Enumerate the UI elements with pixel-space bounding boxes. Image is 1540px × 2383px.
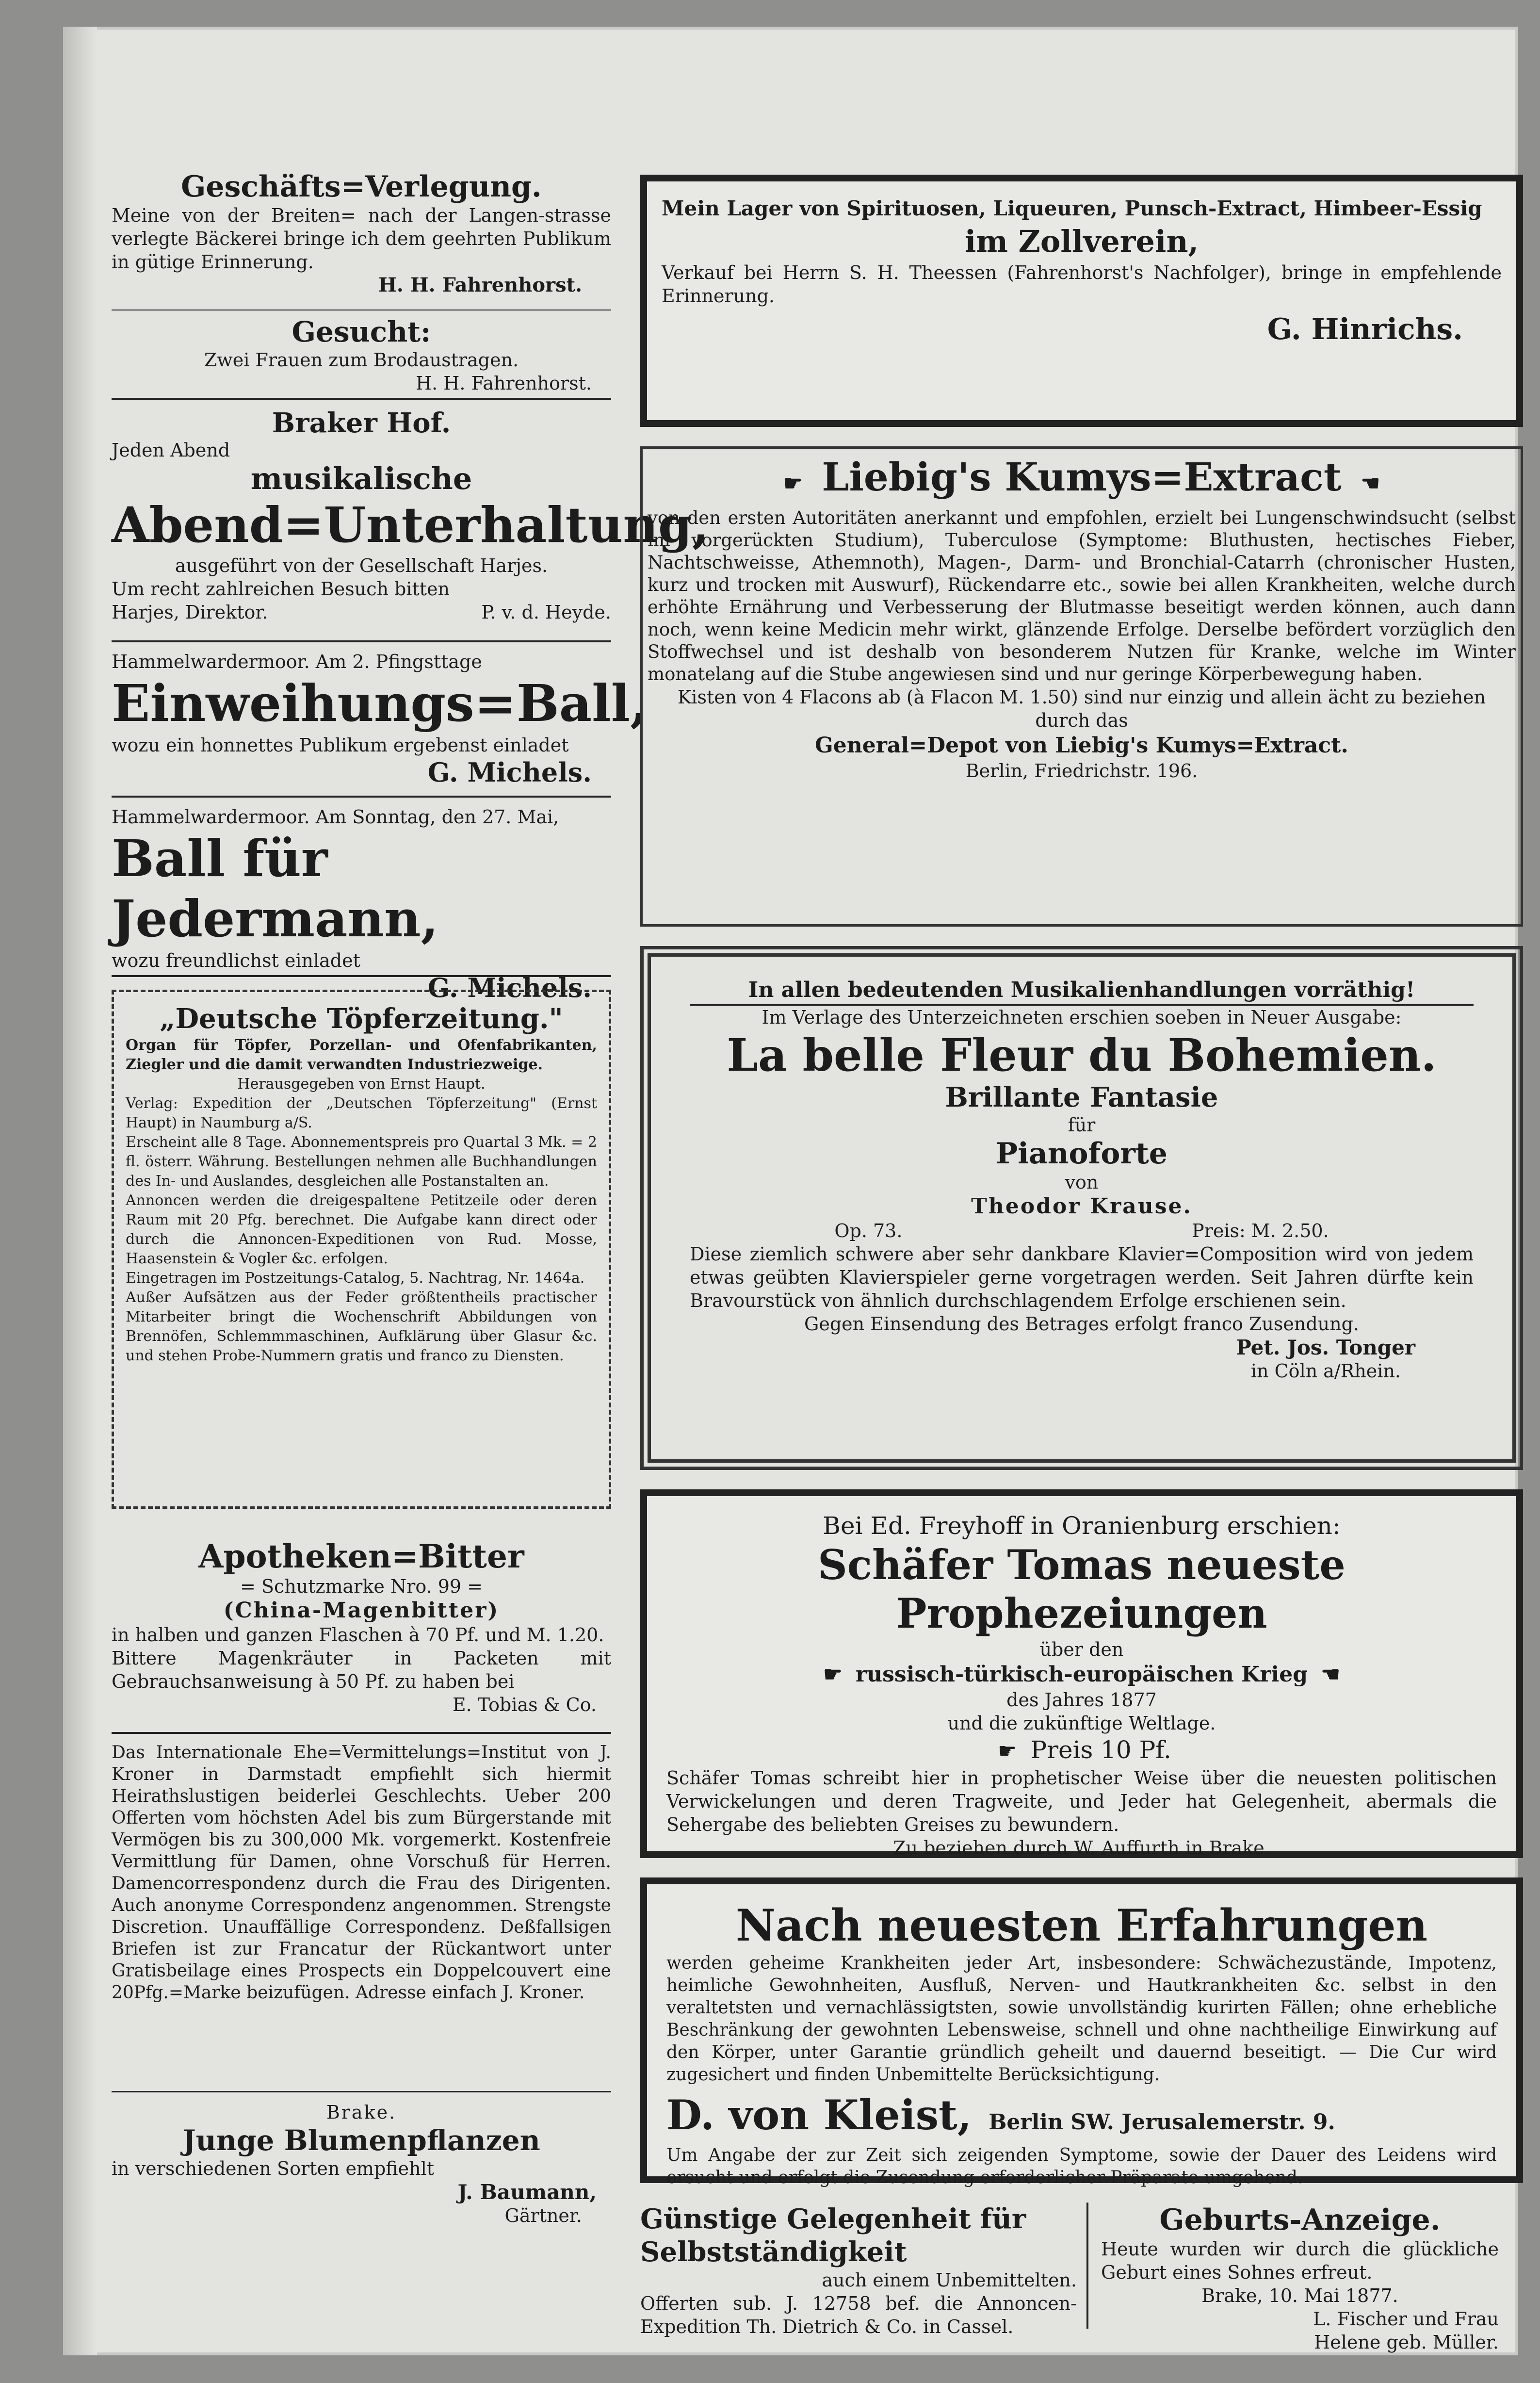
ad-body: in halben und ganzen Flaschen à 70 Pf. und M. 1.20. <box>112 1624 604 1646</box>
divider <box>112 1732 611 1734</box>
ad-signature-right: P. v. d. Heyde. <box>481 602 611 623</box>
ad-blumenpflanzen <box>112 2101 611 2227</box>
ad-line: Hammelwardermoor. Am Sonntag, den 27. Mai, <box>112 806 559 828</box>
ad-signature: L. Fischer und Frau <box>1313 2308 1499 2330</box>
ad-signature: G. Michels. <box>427 757 592 788</box>
ad-schaefer-tomas <box>640 1489 1523 1858</box>
ad-body: werden geheime Krankheiten jeder Art, insbesondere: Schwächezustände, Impotenz, heimliche Gewohnheiten, Ausfluß, Nerven- und Hautkrankheiten &c. selbst in den veraltetsten und vernachlässigtsten, sowie unvollständig kurirten Fällen; ohne erhebliche Beschränkung der gewohnten Lebensweise, schnell und ohne nachtheilige Einwirkung auf den Körper, unter Garantie gründlich geheilt und dauernd beseitigt. — Die Cur wird zugesichert und finden Unbemittelte Berücksichtigung. <box>666 1953 1497 2085</box>
ad-title: „Deutsche Töpferzeitung." <box>160 1003 563 1035</box>
divider <box>112 975 611 977</box>
ad-instrument: Pianoforte <box>996 1137 1167 1171</box>
ad-line: (China-Magenbitter) <box>223 1598 500 1623</box>
ad-body: Schäfer Tomas schreibt hier in prophetischer Weise über die neuesten politischen Verwickelungen und deren Tragweite, und Jeder hat Gelegenheit, abermals die Sehergabe des beliebten Greises zu bewundern. <box>666 1767 1497 1835</box>
ad-signature: Pet. Jos. Tonger <box>1236 1336 1415 1359</box>
ad-line: wozu freundlichst einladet <box>112 950 360 971</box>
ad-line: ausgeführt von der Gesellschaft Harjes. <box>175 555 548 576</box>
ad-la-belle-fleur <box>640 946 1523 1470</box>
ad-selbststaendigkeit <box>640 2203 1077 2338</box>
ad-line: musikalische <box>250 461 472 496</box>
pointing-hand-left-icon: ☚ <box>1361 471 1380 496</box>
ad-line: wozu ein honnettes Publikum ergebenst einladet <box>112 734 569 756</box>
ad-headline: Abend=Unterhaltung, <box>112 496 709 554</box>
ad-signature: Helene geb. Müller. <box>1314 2332 1499 2353</box>
ad-date: Brake, 10. Mai 1877. <box>1201 2285 1398 2306</box>
page-spine <box>63 27 97 2355</box>
ad-composer: Theodor Krause. <box>971 1194 1192 1219</box>
ad-ball-fuer-jedermann <box>112 805 611 1003</box>
ad-body: Meine von der Breiten= nach der Langen-strasse verlegte Bäckerei bringe ich dem geehrten Publikum in gütige Erinnerung. <box>112 205 611 273</box>
ad-signature: Zu beziehen durch W. Auffurth in Brake. <box>893 1837 1270 1859</box>
ad-prices: Kisten von 4 Flacons ab (à Flacon M. 1.50) sind nur einzig und allein ächt zu beziehen durch das <box>677 686 1486 731</box>
ad-role: Gärtner. <box>504 2205 582 2226</box>
ad-title: Schäfer Tomas neueste Prophezeiungen <box>818 1541 1345 1637</box>
ad-topic: russisch-türkisch-europäischen Krieg <box>855 1662 1308 1687</box>
ad-body: von den ersten Autoritäten anerkannt und empfohlen, erzielt bei Lungenschwindsucht (selbst im vorgerückten Studium), Tuberculose (Symptome: Bluthusten, hectisches Fieber, Nachtschweisse, Athemnoth), Magen-, Darm- und Bronchial-Catarrh (chronischer Husten, kurz und trocken mit Auswurf), Rückendarre etc., sowie bei allen Krankheiten, welche durch erhöhte Ernährung und Verbesserung der Blutmasse beseitigt werden können, auch dann noch, wenn keine Medicin mehr wirkt, glänzende Erfolge. Derselbe befördert vorzüglich den Stoffwechsel und ist deshalb von besonderem Nutzen für Kranke, welche im Winter monatelang auf die Stube angewiesen sind und nur geringe Körperbewegung haben. <box>648 507 1516 685</box>
ad-braker-hof <box>112 407 709 624</box>
ad-line: Mein Lager von Spirituosen, Liqueuren, Punsch-Extract, Himbeer-Essig <box>662 196 1482 220</box>
ad-signature: J. Baumann, <box>457 2180 597 2204</box>
ad-spirituosen <box>640 175 1523 427</box>
ad-subtitle: Organ für Töpfer, Porzellan- und Ofenfabrikanten, Ziegler und die damit verwandten Industriezweige. <box>126 1037 597 1073</box>
ad-line: von <box>1065 1172 1099 1193</box>
ad-body: Diese ziemlich schwere aber sehr dankbare Klavier=Composition wird von jedem etwas geübten Klavierspieler gerne vorgetragen werden. Seit Jahren dürfte kein Bravourstück von ähnlich durchschlagendem Erfolge erschienen sein. <box>690 1243 1474 1311</box>
ad-body: Erscheint alle 8 Tage. Abonnementspreis pro Quartal 3 Mk. = 2 fl. österr. Währung. Bestellungen nehmen alle Buchhandlungen des In- und Auslandes, desgleichen alle Postanstalten an. <box>126 1134 597 1190</box>
ad-line: über den <box>1039 1639 1124 1660</box>
ad-price-row <box>666 1735 1497 1766</box>
ad-line: Jeden Abend <box>112 440 230 461</box>
ad-geschaeftsverlegung <box>112 170 611 296</box>
ad-body-small: auch einem Unbemittelten. <box>822 2269 1077 2291</box>
ad-title: Gesucht: <box>292 315 431 348</box>
ad-signature: H. H. Fahrenhorst. <box>415 373 592 394</box>
ad-subtitle: Brillante Fantasie <box>945 1081 1218 1113</box>
ad-body: Verkauf bei Herrn S. H. Theessen (Fahrenhorst's Nachfolger), bringe in empfehlende Erinnerung. <box>662 262 1502 307</box>
ad-line: Um recht zahlreichen Besuch bitten <box>112 578 450 600</box>
ad-line: Bei Ed. Freyhoff in Oranienburg erschien: <box>823 1512 1341 1540</box>
ad-line: Im Verlage des Unterzeichneten erschien soeben in Neuer Ausgabe: <box>762 1007 1402 1028</box>
ad-body: Heute wurden wir durch die glückliche Geburt eines Sohnes erfreut. <box>1101 2238 1499 2283</box>
ad-headline: Ball für Jedermann, <box>112 829 438 948</box>
ad-signature: E. Tobias & Co. <box>452 1694 597 1715</box>
ad-publisher: Verlag: Expedition der „Deutschen Töpferzeitung" (Ernst Haupt) in Naumburg a/S. <box>126 1095 597 1131</box>
ad-signature: G. Hinrichs. <box>1267 312 1463 346</box>
pointing-hand-left-icon: ☚ <box>1321 1662 1340 1687</box>
ad-line: Hammelwardermoor. Am 2. Pfingsttage <box>112 651 482 672</box>
ad-heiratsinstitut <box>112 1742 611 2004</box>
ad-address: Berlin, Friedrichstr. 196. <box>965 760 1198 782</box>
ad-price: Preis: M. 2.50. <box>1192 1220 1329 1241</box>
ad-editor: Herausgegeben von Ernst Haupt. <box>237 1076 486 1093</box>
ad-body: Das Internationale Ehe=Vermittelungs=Institut von J. Kroner in Darmstadt empfiehlt sich hiermit Heirathslustigen beiderlei Geschlechts. Ueber 200 Offerten vom höchsten Adel bis zum Bürgerstande mit Vermögen bis zu 300,000 Mk. vorgemerkt. Kostenfreie Vermittlung für Damen, ohne Vorschuß für Herren. Damencorrespondenz durch die Frau des Dirigenten. Auch anonyme Correspondenz angenommen. Strengste Discretion. Unauffällige Correspondenz. Deßfallsigen Briefen ist zur Francatur der Rückantwort unter Gratisbeilage eines Prospects ein Doppelcouvert eine 20Pfg.=Marke beizufügen. Adresse einfach J. Kroner. <box>112 1743 611 2003</box>
ad-body: Außer Aufsätzen aus der Feder größtentheils practischer Mitarbeiter bringt die Wochenschrift Abbildungen von Brennöfen, Schlemmmaschinen, Aufklärung über Glasur &c. und stehen Probe-Nummern gratis und franco zu Diensten. <box>126 1289 597 1364</box>
ad-toepferzeitung <box>112 990 611 1509</box>
ad-gesucht <box>112 315 611 395</box>
ad-line: und die zukünftige Weltlage. <box>947 1713 1216 1734</box>
divider <box>112 640 611 642</box>
ad-title: Geburts-Anzeige. <box>1159 2203 1441 2237</box>
ad-apotheken-bitter <box>112 1538 611 1716</box>
ad-line: für <box>1068 1114 1096 1136</box>
ad-title: im Zollverein, <box>964 224 1199 259</box>
ad-line: Brake. <box>326 2102 397 2123</box>
ad-body: Eingetragen im Postzeitungs-Catalog, 5. Nachtrag, Nr. 1464a. <box>126 1270 585 1287</box>
ad-body: Annoncen werden die dreigespaltene Petitzeile oder deren Raum mit 20 Pfg. berechnet. Die Aufgabe kann direct oder durch die Annoncen-Expeditionen von Rud. Mosse, Haasenstein & Vogler &c. erfolgen. <box>126 1192 597 1267</box>
ad-title: Apotheken=Bitter <box>198 1537 524 1575</box>
ad-title: Geschäfts=Verlegung. <box>181 170 542 204</box>
ad-topic-row <box>666 1661 1497 1688</box>
ad-body: Offerten sub. J. 12758 bef. die Annoncen-Expedition Th. Dietrich & Co. in Cassel. <box>640 2293 1077 2337</box>
pointing-hand-right-icon: ☛ <box>783 471 803 496</box>
ad-title: Nach neuesten Erfahrungen <box>735 1900 1428 1951</box>
ad-address: Berlin SW. Jerusalemerstr. 9. <box>989 2110 1335 2135</box>
ad-title-row <box>648 454 1516 507</box>
column-divider <box>1086 2203 1088 2329</box>
divider <box>112 796 611 798</box>
divider <box>112 2091 611 2092</box>
ad-title: Braker Hof. <box>272 407 451 439</box>
ad-line: des Jahres 1877 <box>1006 1689 1157 1711</box>
ad-title: Günstige Gelegenheit für Selbstständigkeit <box>640 2203 1026 2268</box>
pointing-hand-right-icon: ☛ <box>823 1662 843 1687</box>
ad-title: La belle Fleur du Bohemien. <box>727 1029 1437 1081</box>
ad-body: Bittere Magenkräuter in Packeten mit Gebrauchsanweisung à 50 Pf. zu haben bei <box>112 1648 611 1692</box>
ad-headline: Einweihungs=Ball, <box>112 673 648 733</box>
ad-nach-neuesten-erfahrungen <box>640 1877 1523 2187</box>
ad-opus: Op. 73. <box>834 1220 903 1241</box>
ad-signature: G. Michels. <box>427 972 592 1003</box>
ad-body: Um Angabe der zur Zeit sich zeigenden Symptome, sowie der Dauer des Leidens wird ersucht und erfolgt die Zusendung erforderlicher Präparate umgehend. <box>666 2145 1497 2187</box>
ad-signature: H. H. Fahrenhorst. <box>378 274 582 296</box>
ad-signature-left: Harjes, Direktor. <box>112 602 268 623</box>
ad-price: Preis 10 Pf. <box>1030 1736 1171 1764</box>
ad-depot: General=Depot von Liebig's Kumys=Extract. <box>815 733 1348 758</box>
pointing-hand-right-icon: ☛ <box>998 1739 1017 1763</box>
ad-title: Junge Blumenpflanzen <box>182 2124 540 2157</box>
ad-einweihungsball <box>112 650 648 788</box>
divider <box>112 398 611 400</box>
ad-headline: In allen bedeutenden Musikalienhandlungen vorräthig! <box>690 976 1474 1006</box>
ad-name: D. von Kleist, <box>666 2091 972 2139</box>
ad-line: in verschiedenen Sorten empfiehlt <box>112 2158 435 2179</box>
ad-body: Zwei Frauen zum Brodaustragen. <box>204 349 519 371</box>
ad-body: Gegen Einsendung des Betrages erfolgt franco Zusendung. <box>804 1313 1360 1335</box>
ad-title: Liebig's Kumys=Extract <box>822 454 1342 500</box>
ad-line: = Schutzmarke Nro. 99 = <box>240 1576 483 1597</box>
ad-kumys-extract <box>640 446 1523 927</box>
ad-place: in Cöln a/Rhein. <box>1250 1360 1401 1382</box>
ad-geburtsanzeige <box>1101 2203 1499 2354</box>
